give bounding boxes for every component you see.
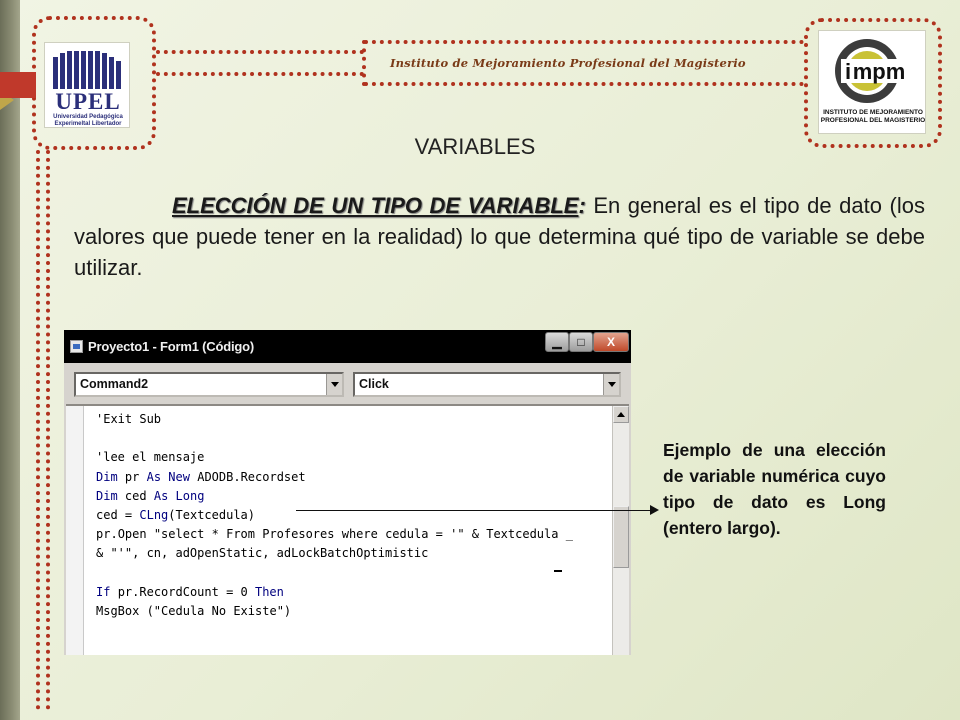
- code-line: Dim ced As Long: [96, 488, 205, 503]
- arrow-right-icon: [650, 505, 659, 515]
- body-text: En general es el tipo de dato (los valores que puede tener en la realidad) lo que determina qué tipo de variable se debe utilizar.: [74, 193, 925, 280]
- impm-logo-subtitle: [819, 109, 927, 125]
- code-line: 'Exit Sub: [96, 412, 162, 426]
- left-dotted-border-1: [36, 150, 40, 710]
- scroll-thumb[interactable]: [613, 506, 629, 568]
- header-red-accent: [0, 72, 36, 98]
- slide-title: VARIABLES: [414, 134, 536, 159]
- body-heading: ELECCIÓN DE UN TIPO DE VARIABLE: [172, 193, 579, 218]
- code-line: If pr.RecordCount = 0 Then: [96, 584, 284, 599]
- code-line: ced = CLng(Textcedula): [96, 508, 255, 522]
- body-heading-colon: :: [578, 193, 586, 218]
- svg-text:i: i: [845, 59, 852, 84]
- header-dotted-line-top-2: [364, 40, 804, 44]
- code-line: Dim pr As New ADODB.Recordset: [96, 469, 306, 484]
- body-paragraph: [74, 190, 925, 283]
- upel-logo: [44, 42, 130, 128]
- close-button[interactable]: X: [593, 332, 629, 352]
- left-dotted-border-2: [46, 150, 50, 710]
- upel-subtitle-line2: Experimeltal Libertador: [54, 121, 122, 127]
- upel-subtitle-line1: Universidad Pedagógica: [53, 114, 123, 120]
- minimize-button[interactable]: ▁: [545, 332, 569, 352]
- scroll-up-icon[interactable]: [613, 406, 629, 423]
- upel-logo-name: UPEL: [55, 89, 121, 114]
- chevron-down-icon[interactable]: [326, 374, 342, 395]
- impm-logo: [818, 30, 926, 134]
- code-line: & "'", cn, adOpenStatic, adLockBatchOptimistic: [96, 546, 429, 561]
- impm-subtitle-line1: INSTITUTO DE MEJORAMIENTO: [823, 109, 923, 116]
- upel-bars-icon: [51, 49, 125, 91]
- impm-subtitle-line2: PROFESIONAL DEL MAGISTERIO: [820, 117, 926, 124]
- vb-titlebar: [64, 330, 631, 363]
- callout-text: Ejemplo de una elección de variable numérica cuyo tipo de dato es Long (entero largo).: [663, 440, 886, 538]
- code-line: pr.Open "select * From Profesores where cedula = '" & Textcedula _: [96, 527, 573, 542]
- text-cursor: [554, 570, 562, 572]
- code-line: MsgBox ("Cedula No Existe"): [96, 604, 292, 618]
- callout-arrow-line: [296, 510, 652, 511]
- vb-window-title: Proyecto1 - Form1 (Código): [88, 339, 254, 354]
- chevron-down-icon[interactable]: [603, 374, 619, 395]
- header-dotted-connector-left: [362, 40, 366, 86]
- svg-text:mpm: mpm: [852, 59, 906, 84]
- vb-code-window: [64, 330, 631, 655]
- code-margin: [66, 406, 84, 655]
- header-dotted-line-mid: [156, 72, 364, 76]
- header-dotted-line-bottom: [364, 82, 804, 86]
- header-dotted-line-top: [156, 50, 364, 54]
- object-combo[interactable]: [74, 372, 344, 397]
- institute-name: Instituto de Mejoramiento Profesional del Magisterio: [390, 56, 746, 70]
- vb-window-icon: [70, 340, 83, 353]
- upel-logo-subtitle: [45, 114, 131, 128]
- impm-emblem-icon: [823, 35, 923, 107]
- code-line: 'lee el mensaje: [96, 450, 205, 465]
- maximize-button[interactable]: □: [569, 332, 593, 352]
- procedure-combo-value: Click: [359, 377, 389, 391]
- procedure-combo[interactable]: [353, 372, 621, 397]
- code-editor[interactable]: [66, 404, 629, 655]
- vertical-scrollbar[interactable]: [612, 406, 629, 655]
- object-combo-value: Command2: [80, 377, 149, 391]
